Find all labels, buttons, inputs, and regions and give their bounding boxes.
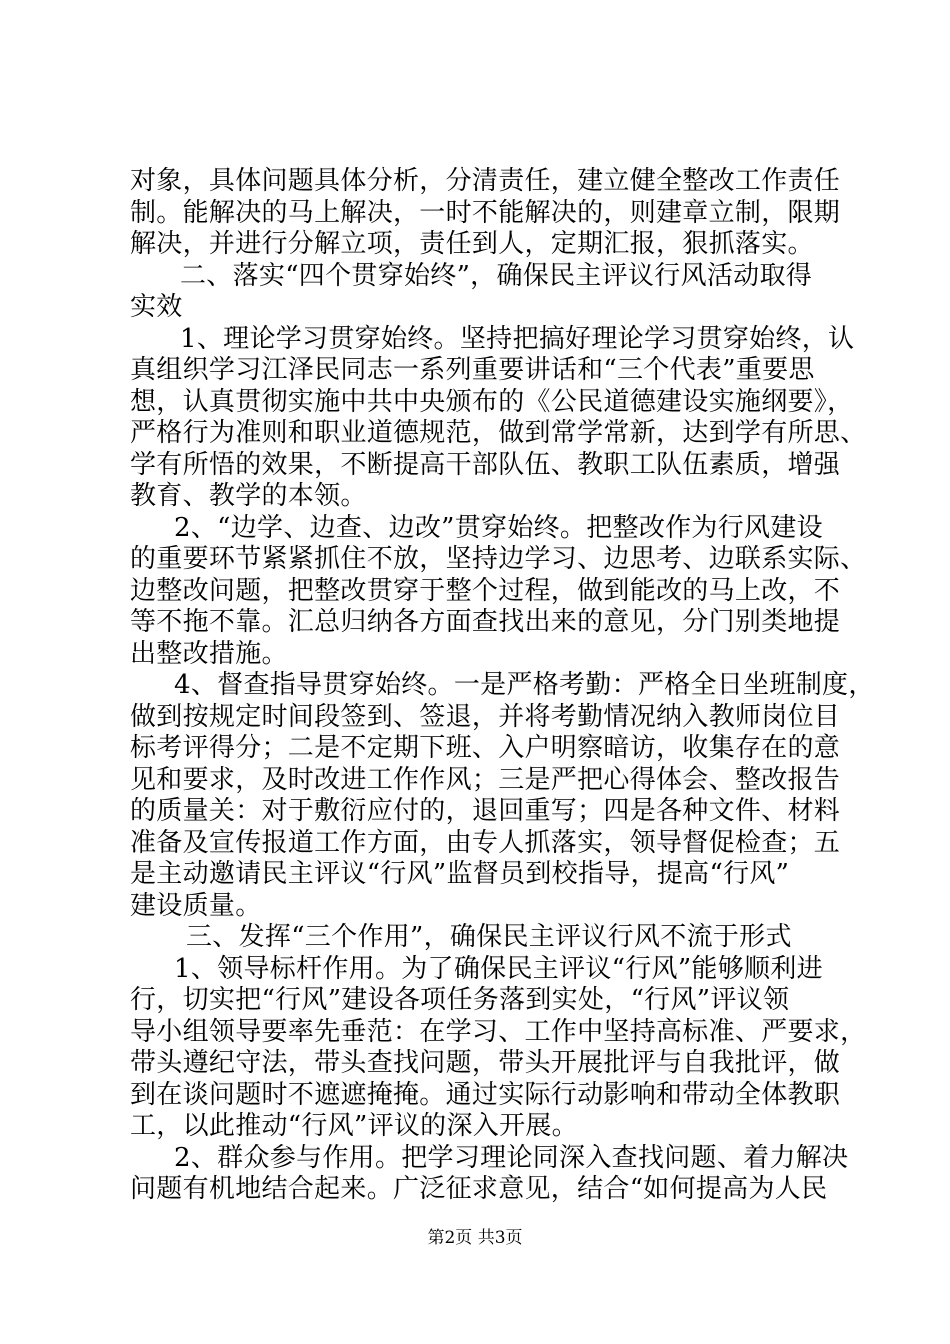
section-heading: 二、落实“四个贯穿始终”，确保民主评议行风活动取得	[180, 261, 813, 291]
section-heading: 三、发挥“三个作用”，确保民主评议行风不流于形式	[186, 922, 792, 952]
text-line: 导小组领导要率先垂范：在学习、工作中坚持高标准、严要求，	[130, 1017, 867, 1047]
text-line: 是主动邀请民主评议“行风”监督员到校指导，提高“行风”	[130, 859, 790, 889]
paragraph-start: 1、理论学习贯穿始终。坚持把搞好理论学习贯穿始终，认	[180, 324, 855, 354]
text-line: 制。能解决的马上解决，一时不能解决的，则建章立制，限期	[130, 198, 841, 228]
text-line: 建设质量。	[130, 891, 262, 921]
text-line: 出整改措施。	[130, 639, 288, 669]
paragraph-start: 4、督查指导贯穿始终。一是严格考勤：严格全日坐班制度，	[174, 670, 875, 700]
text-line: 做到按规定时间段签到、签退，并将考勤情况纳入教师岗位目	[130, 702, 841, 732]
text-line: 严格行为准则和职业道德规范，做到常学常新，达到学有所思、	[130, 418, 867, 448]
text-line: 真组织学习江泽民同志一系列重要讲话和“三个代表”重要思	[130, 355, 815, 385]
text-line: 到在谈问题时不遮遮掩掩。通过实际行动影响和带动全体教职	[130, 1080, 841, 1110]
text-line: 解决，并进行分解立项，责任到人，定期汇报，狠抓落实。	[130, 229, 814, 259]
text-line: 教育、教学的本领。	[130, 481, 367, 511]
text-line: 的质量关：对于敷衍应付的，退回重写；四是各种文件、材料	[130, 796, 841, 826]
text-line: 问题有机地结合起来。广泛征求意见，结合“如何提高为人民	[130, 1174, 828, 1204]
text-line: 标考评得分；二是不定期下班、入户明察暗访，收集存在的意	[130, 733, 841, 763]
text-line: 边整改问题，把整改贯穿于整个过程，做到能改的马上改，不	[130, 576, 841, 606]
text-line: 想，认真贯彻实施中共中央颁布的《公民道德建设实施纲要》，	[130, 387, 854, 417]
text-line: 学有所悟的效果，不断提高干部队伍、教职工队伍素质，增强	[130, 450, 841, 480]
page-footer: 第2页 共3页	[427, 1228, 523, 1248]
text-line: 等不拖不靠。汇总归纳各方面查找出来的意见，分门别类地提	[130, 607, 841, 637]
paragraph-start: 2、“边学、边查、边改”贯穿始终。把整改作为行风建设	[174, 513, 823, 543]
text-line: 带头遵纪守法，带头查找问题，带头开展批评与自我批评，做	[130, 1048, 841, 1078]
text-line: 行，切实把“行风”建设各项任务落到实处，“行风”评议领	[130, 985, 790, 1015]
paragraph-start: 2、群众参与作用。把学习理论同深入查找问题、着力解决	[174, 1143, 849, 1173]
text-line: 准备及宣传报道工作方面，由专人抓落实，领导督促检查；五	[130, 828, 841, 858]
text-line: 对象，具体问题具体分析，分清责任，建立健全整改工作责任	[130, 166, 841, 196]
section-heading-continued: 实效	[130, 292, 183, 322]
text-line: 工，以此推动“行风”评议的深入开展。	[130, 1111, 578, 1141]
paragraph-start: 1、领导标杆作用。为了确保民主评议“行风”能够顺利进	[174, 954, 823, 984]
text-line: 见和要求，及时改进工作作风；三是严把心得体会、整改报告	[130, 765, 841, 795]
text-line: 的重要环节紧紧抓住不放，坚持边学习、边思考、边联系实际、	[130, 544, 867, 574]
